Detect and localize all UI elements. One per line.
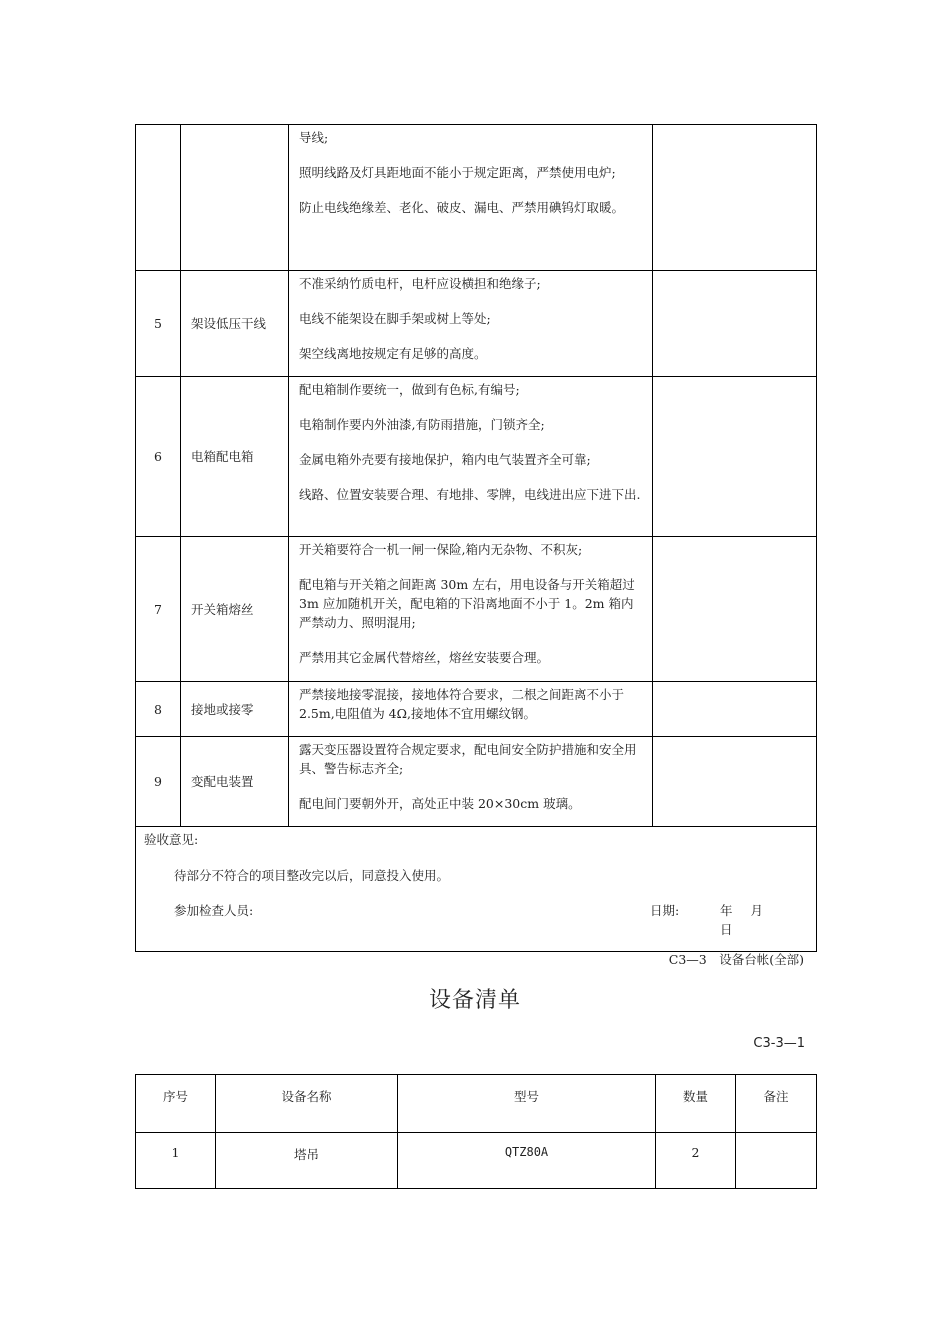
result-cell xyxy=(653,737,817,827)
requirement-text: 露天变压器设置符合规定要求，配电间安全防护措施和安全用具、警告标志齐全; xyxy=(299,742,637,776)
requirements-cell xyxy=(289,537,653,682)
checklist-row xyxy=(136,737,817,827)
requirements-cell xyxy=(289,682,653,737)
table-cell: QTZ80A xyxy=(398,1133,656,1189)
requirement-text: 配电箱与开关箱之间距离 30m 左右，用电设备与开关箱超过 3m 应加随机开关，配电箱的下沿离地面不小于 1。2m 箱内严禁动力、照明混用; xyxy=(299,577,635,630)
requirement-text: 防止电线绝缘差、老化、破皮、漏电、严禁用碘钨灯取暖。 xyxy=(299,200,625,215)
row-number: 7 xyxy=(136,537,181,682)
opinion-row xyxy=(136,827,817,952)
requirement-text: 配电间门要朝外开，高处正中装 20×30cm 玻璃。 xyxy=(299,796,581,811)
table-row xyxy=(136,1133,817,1189)
result-cell xyxy=(653,682,817,737)
table-cell xyxy=(736,1133,817,1189)
check-item xyxy=(181,125,289,271)
requirements-cell xyxy=(289,125,653,271)
day-label: 日 xyxy=(720,922,733,937)
requirements-cell xyxy=(289,377,653,537)
date-label: 日期: xyxy=(650,903,680,918)
requirement-text: 电线不能架设在脚手架或树上等处; xyxy=(299,311,491,326)
requirement-text: 电箱制作要内外油漆,有防雨措施，门锁齐全; xyxy=(299,417,545,432)
row-number: 9 xyxy=(136,737,181,827)
requirement-text: 导线; xyxy=(299,130,329,145)
requirements-cell xyxy=(289,737,653,827)
column-header: 设备名称 xyxy=(216,1075,398,1133)
result-cell xyxy=(653,271,817,377)
requirement-text: 照明线路及灯具距地面不能小于规定距离，严禁使用电炉; xyxy=(299,165,616,180)
requirement-text: 严禁接地接零混接，接地体符合要求，二根之间距离不小于 2.5m,电阻值为 4Ω,接地体不宜用螺纹钢。 xyxy=(299,687,625,721)
requirement-text: 严禁用其它金属代替熔丝，熔丝安装要合理。 xyxy=(299,650,550,665)
date-fields xyxy=(720,901,806,939)
row-number: 8 xyxy=(136,682,181,737)
inspection-checklist-table xyxy=(135,124,817,952)
check-item: 架设低压干线 xyxy=(181,271,289,377)
signature-line xyxy=(174,901,806,937)
opinion-title: 验收意见: xyxy=(144,832,199,847)
requirement-text: 开关箱要符合一机一闸一保险,箱内无杂物、不积灰; xyxy=(299,542,583,557)
checklist-row xyxy=(136,271,817,377)
table-cell: 2 xyxy=(656,1133,736,1189)
requirement-text: 架空线离地按规定有足够的高度。 xyxy=(299,346,487,361)
check-item: 电箱配电箱 xyxy=(181,377,289,537)
table-header-row xyxy=(136,1075,817,1133)
requirement-text: 线路、位置安装要合理、有地排、零牌，电线进出应下进下出. xyxy=(299,487,641,502)
form-reference: C3—3 设备台帐(全部) xyxy=(668,952,804,967)
requirements-cell xyxy=(289,271,653,377)
checklist-row xyxy=(136,125,817,271)
result-cell xyxy=(653,125,817,271)
page-title: 设备清单 xyxy=(428,988,521,1013)
checklist-row xyxy=(136,682,817,737)
opinion-text: 待部分不符合的项目整改完以后，同意投入使用。 xyxy=(174,868,450,883)
column-header: 数量 xyxy=(656,1075,736,1133)
requirement-text: 不准采纳竹质电杆，电杆应设横担和绝缘子; xyxy=(299,276,541,291)
table-cell: 塔吊 xyxy=(216,1133,398,1189)
result-cell xyxy=(653,537,817,682)
checklist-row xyxy=(136,377,817,537)
requirement-text: 配电箱制作要统一，做到有色标,有编号; xyxy=(299,382,520,397)
equipment-list-table xyxy=(135,1074,817,1189)
year-label: 年 xyxy=(720,903,733,918)
requirement-text: 金属电箱外壳要有接地保护，箱内电气装置齐全可靠; xyxy=(299,452,591,467)
checklist-row xyxy=(136,537,817,682)
check-item: 变配电装置 xyxy=(181,737,289,827)
table-cell: 1 xyxy=(136,1133,216,1189)
result-cell xyxy=(653,377,817,537)
column-header: 备注 xyxy=(736,1075,817,1133)
check-item: 开关箱熔丝 xyxy=(181,537,289,682)
column-header: 序号 xyxy=(136,1075,216,1133)
check-item: 接地或接零 xyxy=(181,682,289,737)
column-header: 型号 xyxy=(398,1075,656,1133)
row-number: 5 xyxy=(136,271,181,377)
acceptance-opinion-cell xyxy=(136,827,817,952)
inspectors-label: 参加检查人员: xyxy=(174,903,254,918)
form-code: C3-3—1 xyxy=(753,1036,805,1051)
month-label: 月 xyxy=(750,903,764,918)
row-number: 6 xyxy=(136,377,181,537)
row-number xyxy=(136,125,181,271)
